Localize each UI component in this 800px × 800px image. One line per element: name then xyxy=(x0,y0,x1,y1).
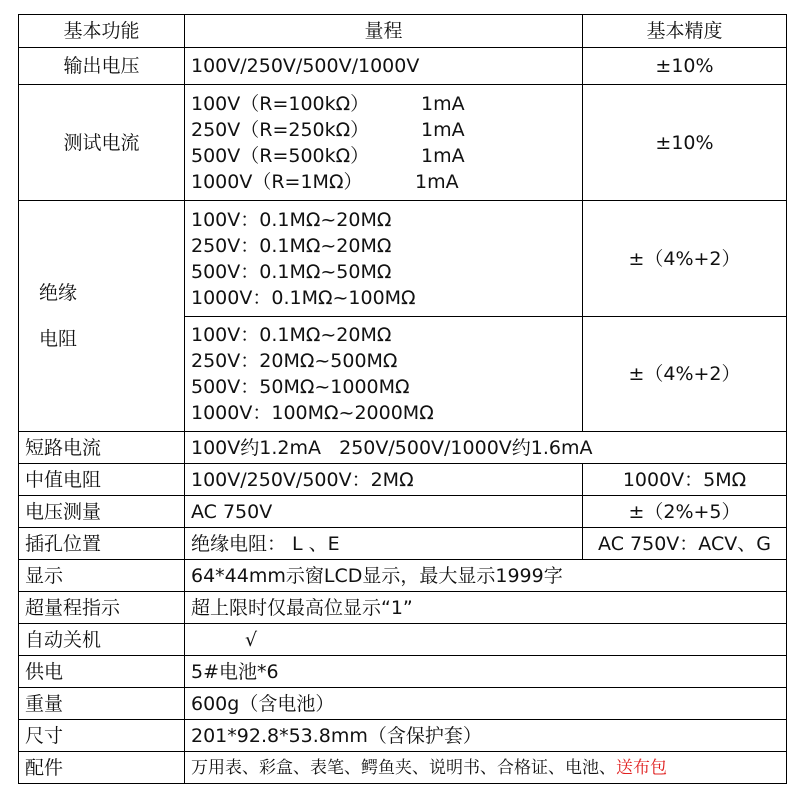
table-row xyxy=(19,528,787,560)
mid-resistance-accuracy: 1000V：5MΩ xyxy=(583,464,787,496)
test-current-line: 250V（R=250kΩ） 1mA xyxy=(191,118,465,141)
table-row xyxy=(19,560,787,592)
header-function: 基本功能 xyxy=(19,15,185,48)
auto-off-value: √ xyxy=(185,624,787,656)
insulation-range-group-2: 100V：0.1MΩ~20MΩ 250V：20MΩ~500MΩ 500V：50MΩ~1000MΩ 1000V：100MΩ~2000MΩ xyxy=(185,317,583,432)
jack-position-range: 绝缘电阻： L 、E xyxy=(185,528,583,560)
table-row xyxy=(19,688,787,720)
insulation-accuracy-1: ±（4%+2） xyxy=(583,201,787,317)
row-label-test-current: 测试电流 xyxy=(19,85,185,201)
row-label-size: 尺寸 xyxy=(19,720,185,752)
row-label-insulation: 绝缘 电阻 xyxy=(19,201,185,432)
weight-value: 600g（含电池） xyxy=(185,688,787,720)
row-label-jack-position: 插孔位置 xyxy=(19,528,185,560)
insulation-range-group-1: 100V：0.1MΩ~20MΩ 250V：0.1MΩ~20MΩ 500V：0.1MΩ~50MΩ 1000V：0.1MΩ~100MΩ xyxy=(185,201,583,317)
output-voltage-range: 100V/250V/500V/1000V xyxy=(185,48,583,85)
table-row xyxy=(19,48,787,85)
power-value: 5#电池*6 xyxy=(185,656,787,688)
header-accuracy: 基本精度 xyxy=(583,15,787,48)
table-row xyxy=(19,624,787,656)
display-value: 64*44mm示窗LCD显示，最大显示1999字 xyxy=(185,560,787,592)
jack-position-accuracy: AC 750V：ACV、G xyxy=(583,528,787,560)
row-label-display: 显示 xyxy=(19,560,185,592)
test-current-line: 100V（R=100kΩ） 1mA xyxy=(191,92,465,115)
table-row xyxy=(19,720,787,752)
row-label-overrange: 超量程指示 xyxy=(19,592,185,624)
overrange-value: 超上限时仅最高位显示“1” xyxy=(185,592,787,624)
test-current-accuracy: ±10% xyxy=(583,85,787,201)
test-current-line: 1000V（R=1MΩ） 1mA xyxy=(191,170,459,193)
row-label-auto-off: 自动关机 xyxy=(19,624,185,656)
table-row xyxy=(19,85,787,201)
row-label-weight: 重量 xyxy=(19,688,185,720)
table-row xyxy=(19,201,787,317)
accessories-value: 万用表、彩盒、表笔、鳄鱼夹、说明书、合格证、电池、送布包 xyxy=(185,752,787,784)
size-value: 201*92.8*53.8mm（含保护套） xyxy=(185,720,787,752)
accessories-highlight: 送布包 xyxy=(616,757,667,778)
table-row xyxy=(19,592,787,624)
table-row xyxy=(19,464,787,496)
voltage-measure-range: AC 750V xyxy=(185,496,583,528)
test-current-line: 500V（R=500kΩ） 1mA xyxy=(191,144,465,167)
row-label-power: 供电 xyxy=(19,656,185,688)
row-label-mid-resistance: 中值电阻 xyxy=(19,464,185,496)
insulation-accuracy-2: ±（4%+2） xyxy=(583,317,787,432)
short-current-value: 100V约1.2mA 250V/500V/1000V约1.6mA xyxy=(185,432,787,464)
table-row xyxy=(19,752,787,784)
output-voltage-accuracy: ±10% xyxy=(583,48,787,85)
row-label-output-voltage: 输出电压 xyxy=(19,48,185,85)
mid-resistance-range: 100V/250V/500V：2MΩ xyxy=(185,464,583,496)
row-label-voltage-measure: 电压测量 xyxy=(19,496,185,528)
table-header-row xyxy=(19,15,787,48)
row-label-short-current: 短路电流 xyxy=(19,432,185,464)
header-range: 量程 xyxy=(185,15,583,48)
test-current-range xyxy=(185,85,583,201)
table-row xyxy=(19,432,787,464)
row-label-accessories: 配件 xyxy=(19,752,185,784)
spec-table xyxy=(18,14,787,784)
voltage-measure-accuracy: ±（2%+5） xyxy=(583,496,787,528)
table-row xyxy=(19,496,787,528)
table-row xyxy=(19,656,787,688)
